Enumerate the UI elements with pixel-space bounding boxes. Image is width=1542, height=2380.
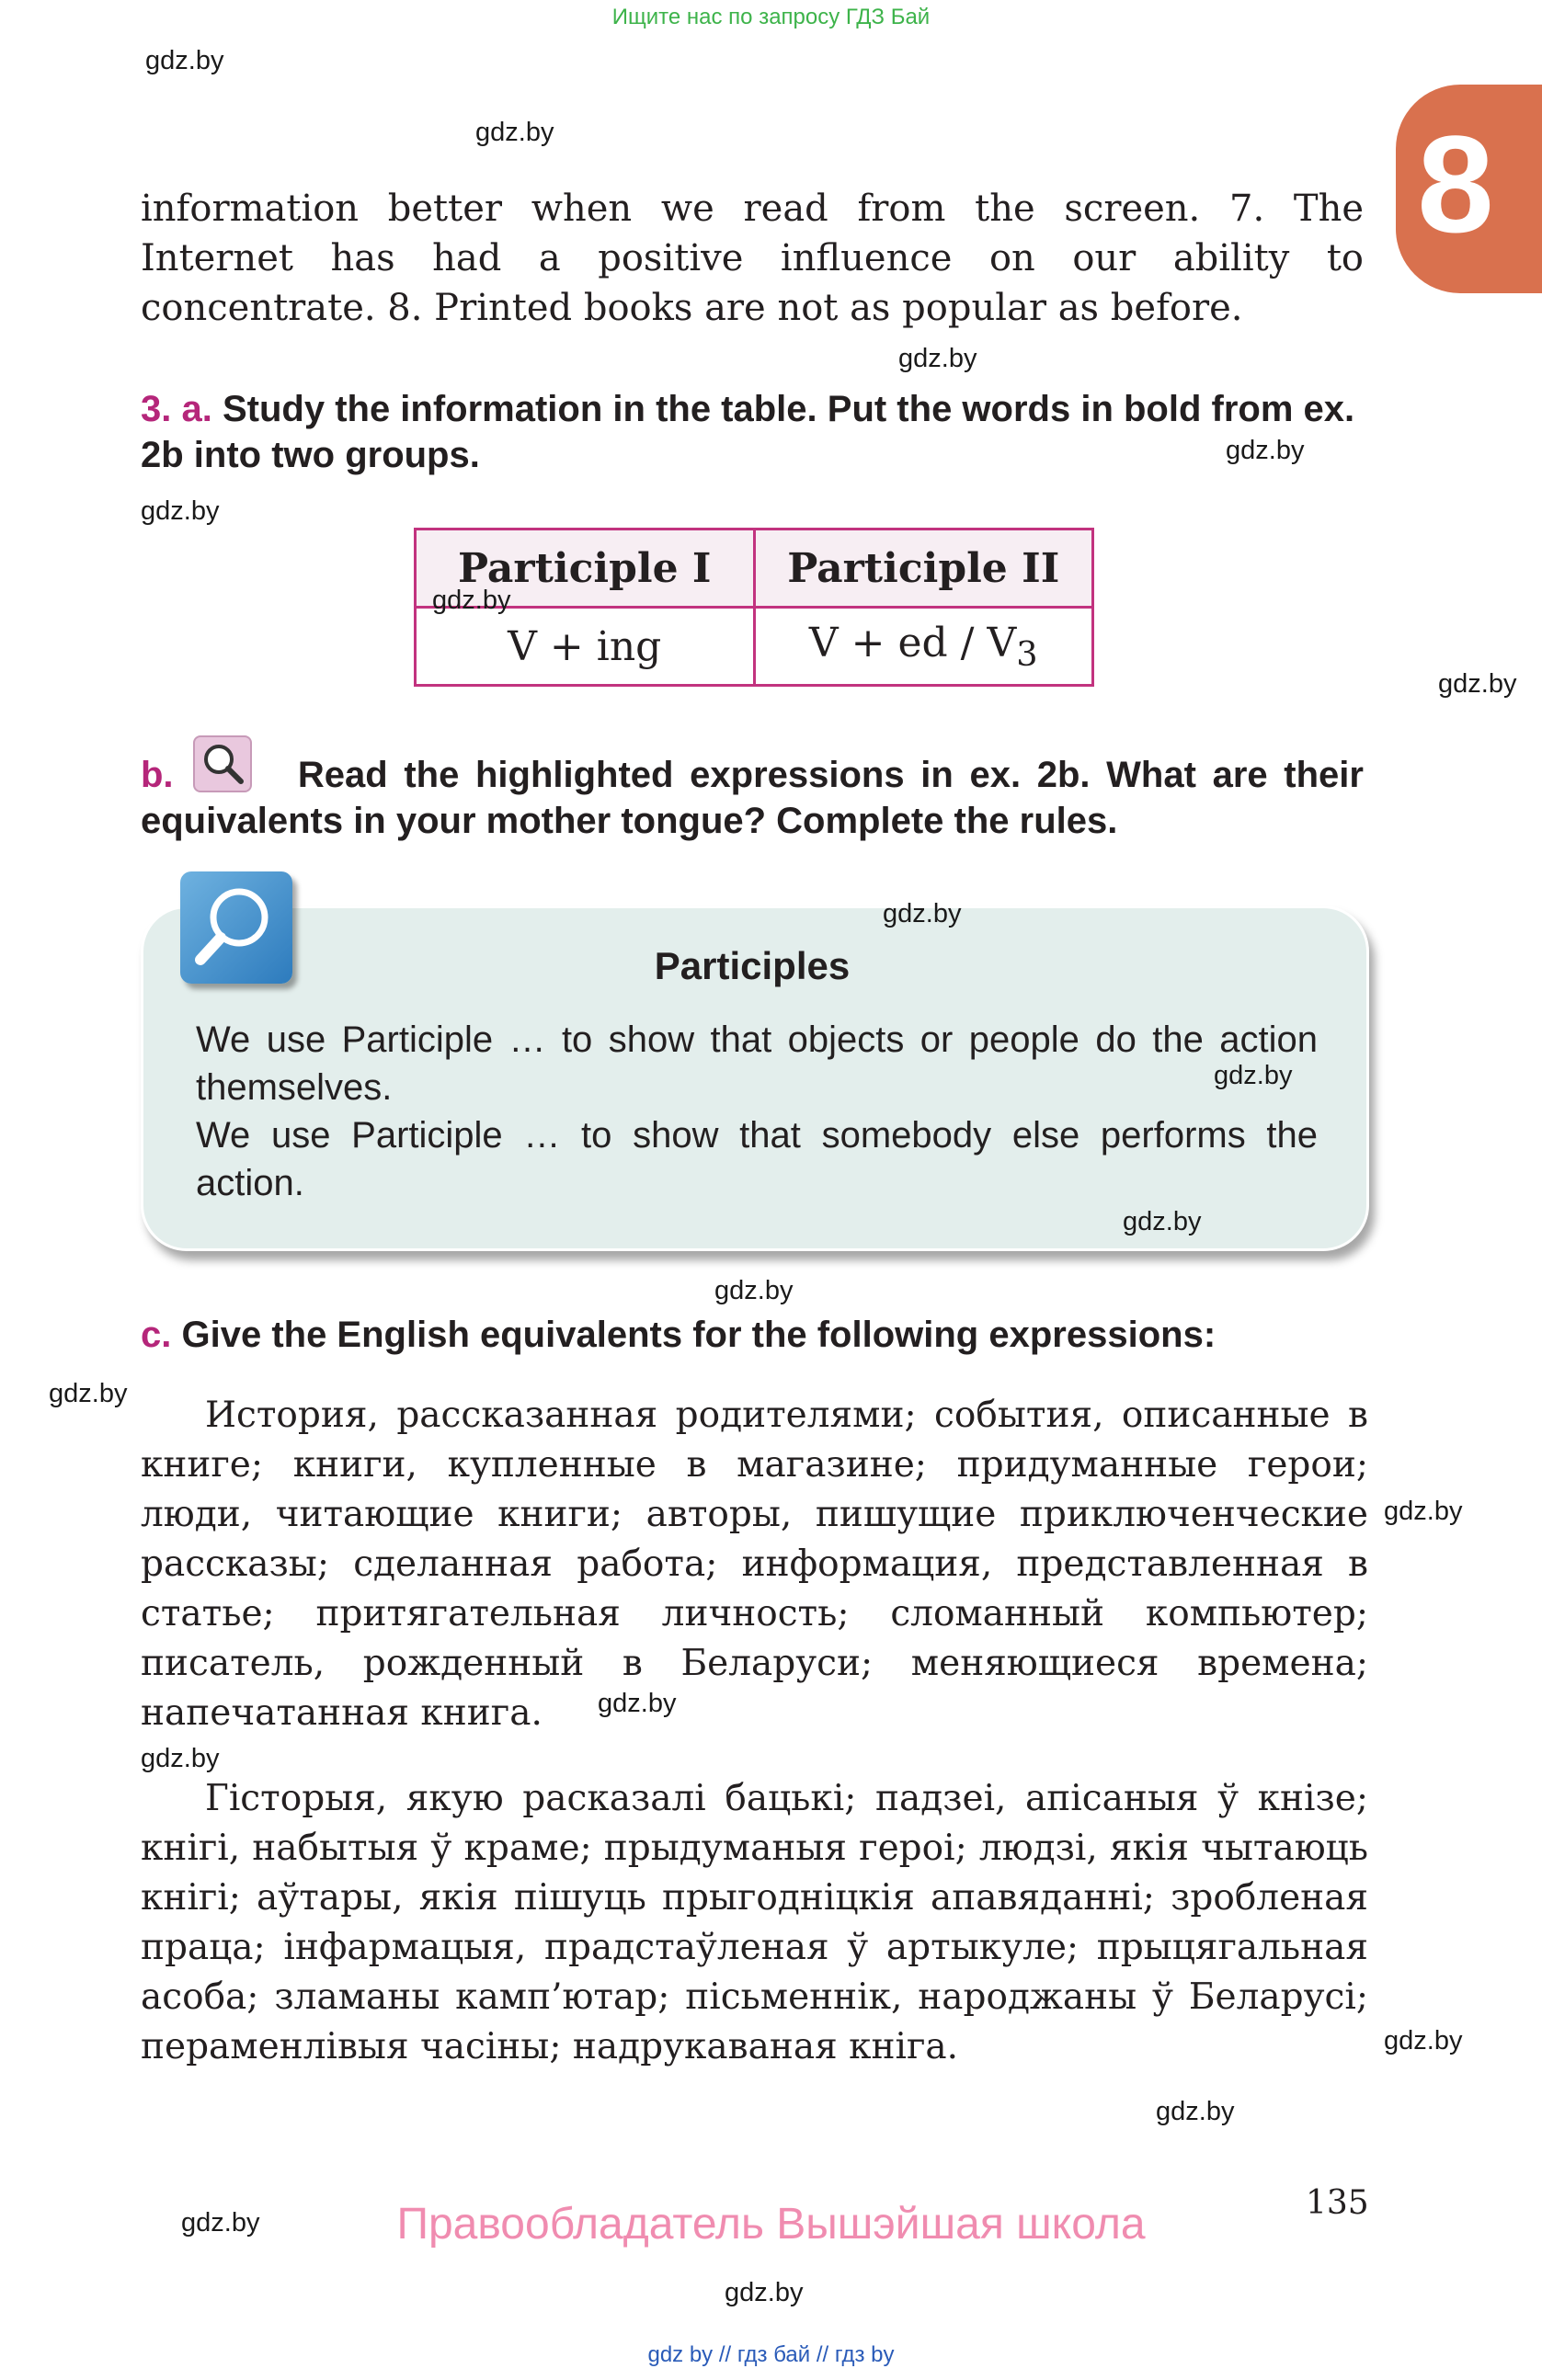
rule-title: Participles (654, 944, 851, 987)
header-participle-1: Participle I (416, 530, 755, 608)
watermark: gdz.by (181, 2208, 260, 2238)
watermark: gdz.by (883, 899, 962, 928)
rule-line-2: We use Participle … to show that somebody else performs the action. (196, 1115, 1318, 1203)
watermark: gdz.by (1384, 2026, 1463, 2055)
task-letter: a. (181, 389, 212, 429)
cell-participle-2-form (754, 608, 1093, 686)
chapter-number: 8 (1417, 107, 1494, 261)
watermark: gdz.by (1226, 436, 1305, 465)
task-instructions: Read the highlighted expressions in ex. 2b. What are their equivalents in your mother tongue? Complete the rules. (141, 755, 1364, 841)
header-participle-2: Participle II (754, 530, 1093, 608)
intro-paragraph (141, 184, 1364, 333)
watermark: gdz.by (1438, 669, 1517, 699)
watermark: gdz.by (49, 1379, 128, 1408)
watermark: gdz.by (898, 344, 977, 373)
watermark: gdz.by (432, 586, 511, 615)
watermark: gdz.by (1214, 1061, 1293, 1090)
watermark: gdz.by (1123, 1207, 1202, 1236)
task-3c (141, 1312, 1364, 1358)
participle-2-form-text: V + ed / V (808, 619, 1017, 666)
watermark: gdz.by (145, 46, 224, 75)
task-3b (141, 752, 1364, 844)
watermark: gdz.by (1384, 1497, 1463, 1526)
top-search-hint: Ищите нас по запросу ГДЗ Бай (611, 5, 931, 29)
watermark: gdz.by (475, 118, 554, 147)
rule-line-1: We use Participle … to show that objects or people do the action themselves. (196, 1019, 1318, 1108)
participle-table (414, 528, 1094, 687)
rule-text (196, 1016, 1318, 1207)
watermark: gdz.by (1156, 2097, 1235, 2126)
task-letter: b. (141, 755, 174, 795)
participle-2-subscript: 3 (1016, 633, 1038, 674)
task-instructions: Give the English equivalents for the following expressions: (181, 1315, 1216, 1355)
copyright-notice: Правообладатель Вышэйшая школа (396, 2200, 1146, 2249)
watermark: gdz.by (725, 2278, 804, 2307)
footer-links: gdz by // гдз бай // гдз by (647, 2342, 895, 2367)
task-letter: c. (141, 1315, 172, 1355)
table-row (416, 608, 1093, 686)
watermark: gdz.by (141, 1744, 220, 1773)
intro-text: information better when we read from the screen. 7. The Internet has had a positive influence on our ability to concentrate. 8. Printed books are not as popular as before. (141, 188, 1364, 329)
watermark: gdz.by (598, 1689, 677, 1718)
task-3a (141, 386, 1364, 478)
belarusian-expressions: Гісторыя, якую расказалі бацькі; падзеі, апісаныя ў кнізе; кнігі, набытыя ў краме; прыдуманыя героі; людзі, якія чытаюць кнігі; аўтары, якія пішуць прыгодніцкія апавяданні; зробленая праца; інфармацыя, прадстаўленая ў артыкуле; прыцягальная асоба; зламаны камп’ютар; пісьменнік, народжаны ў Беларусі; пераменлівыя часіны; надрукаваная кніга. (141, 1778, 1368, 2067)
watermark: gdz.by (141, 496, 220, 526)
cell-participle-1-form: V + ing (416, 608, 755, 686)
task-number: 3. (141, 389, 172, 429)
task-instructions: Study the information in the table. Put the words in bold from ex. 2b into two groups. (141, 389, 1355, 475)
russian-expressions: История, рассказанная родителями; события, описанные в книге; книги, купленные в магазине; придуманные герои; люди, читающие книги; авторы, пишущие приключенческие рассказы; сделанная работа; информация, представленная в статье; притягательная личность; сломанный компьютер; писатель, рожденный в Беларуси; меняющиеся времена; напечатанная книга. (141, 1395, 1368, 1734)
table-header-row (416, 530, 1093, 608)
watermark: gdz.by (714, 1276, 794, 1305)
page-number: 135 (1306, 2184, 1369, 2222)
